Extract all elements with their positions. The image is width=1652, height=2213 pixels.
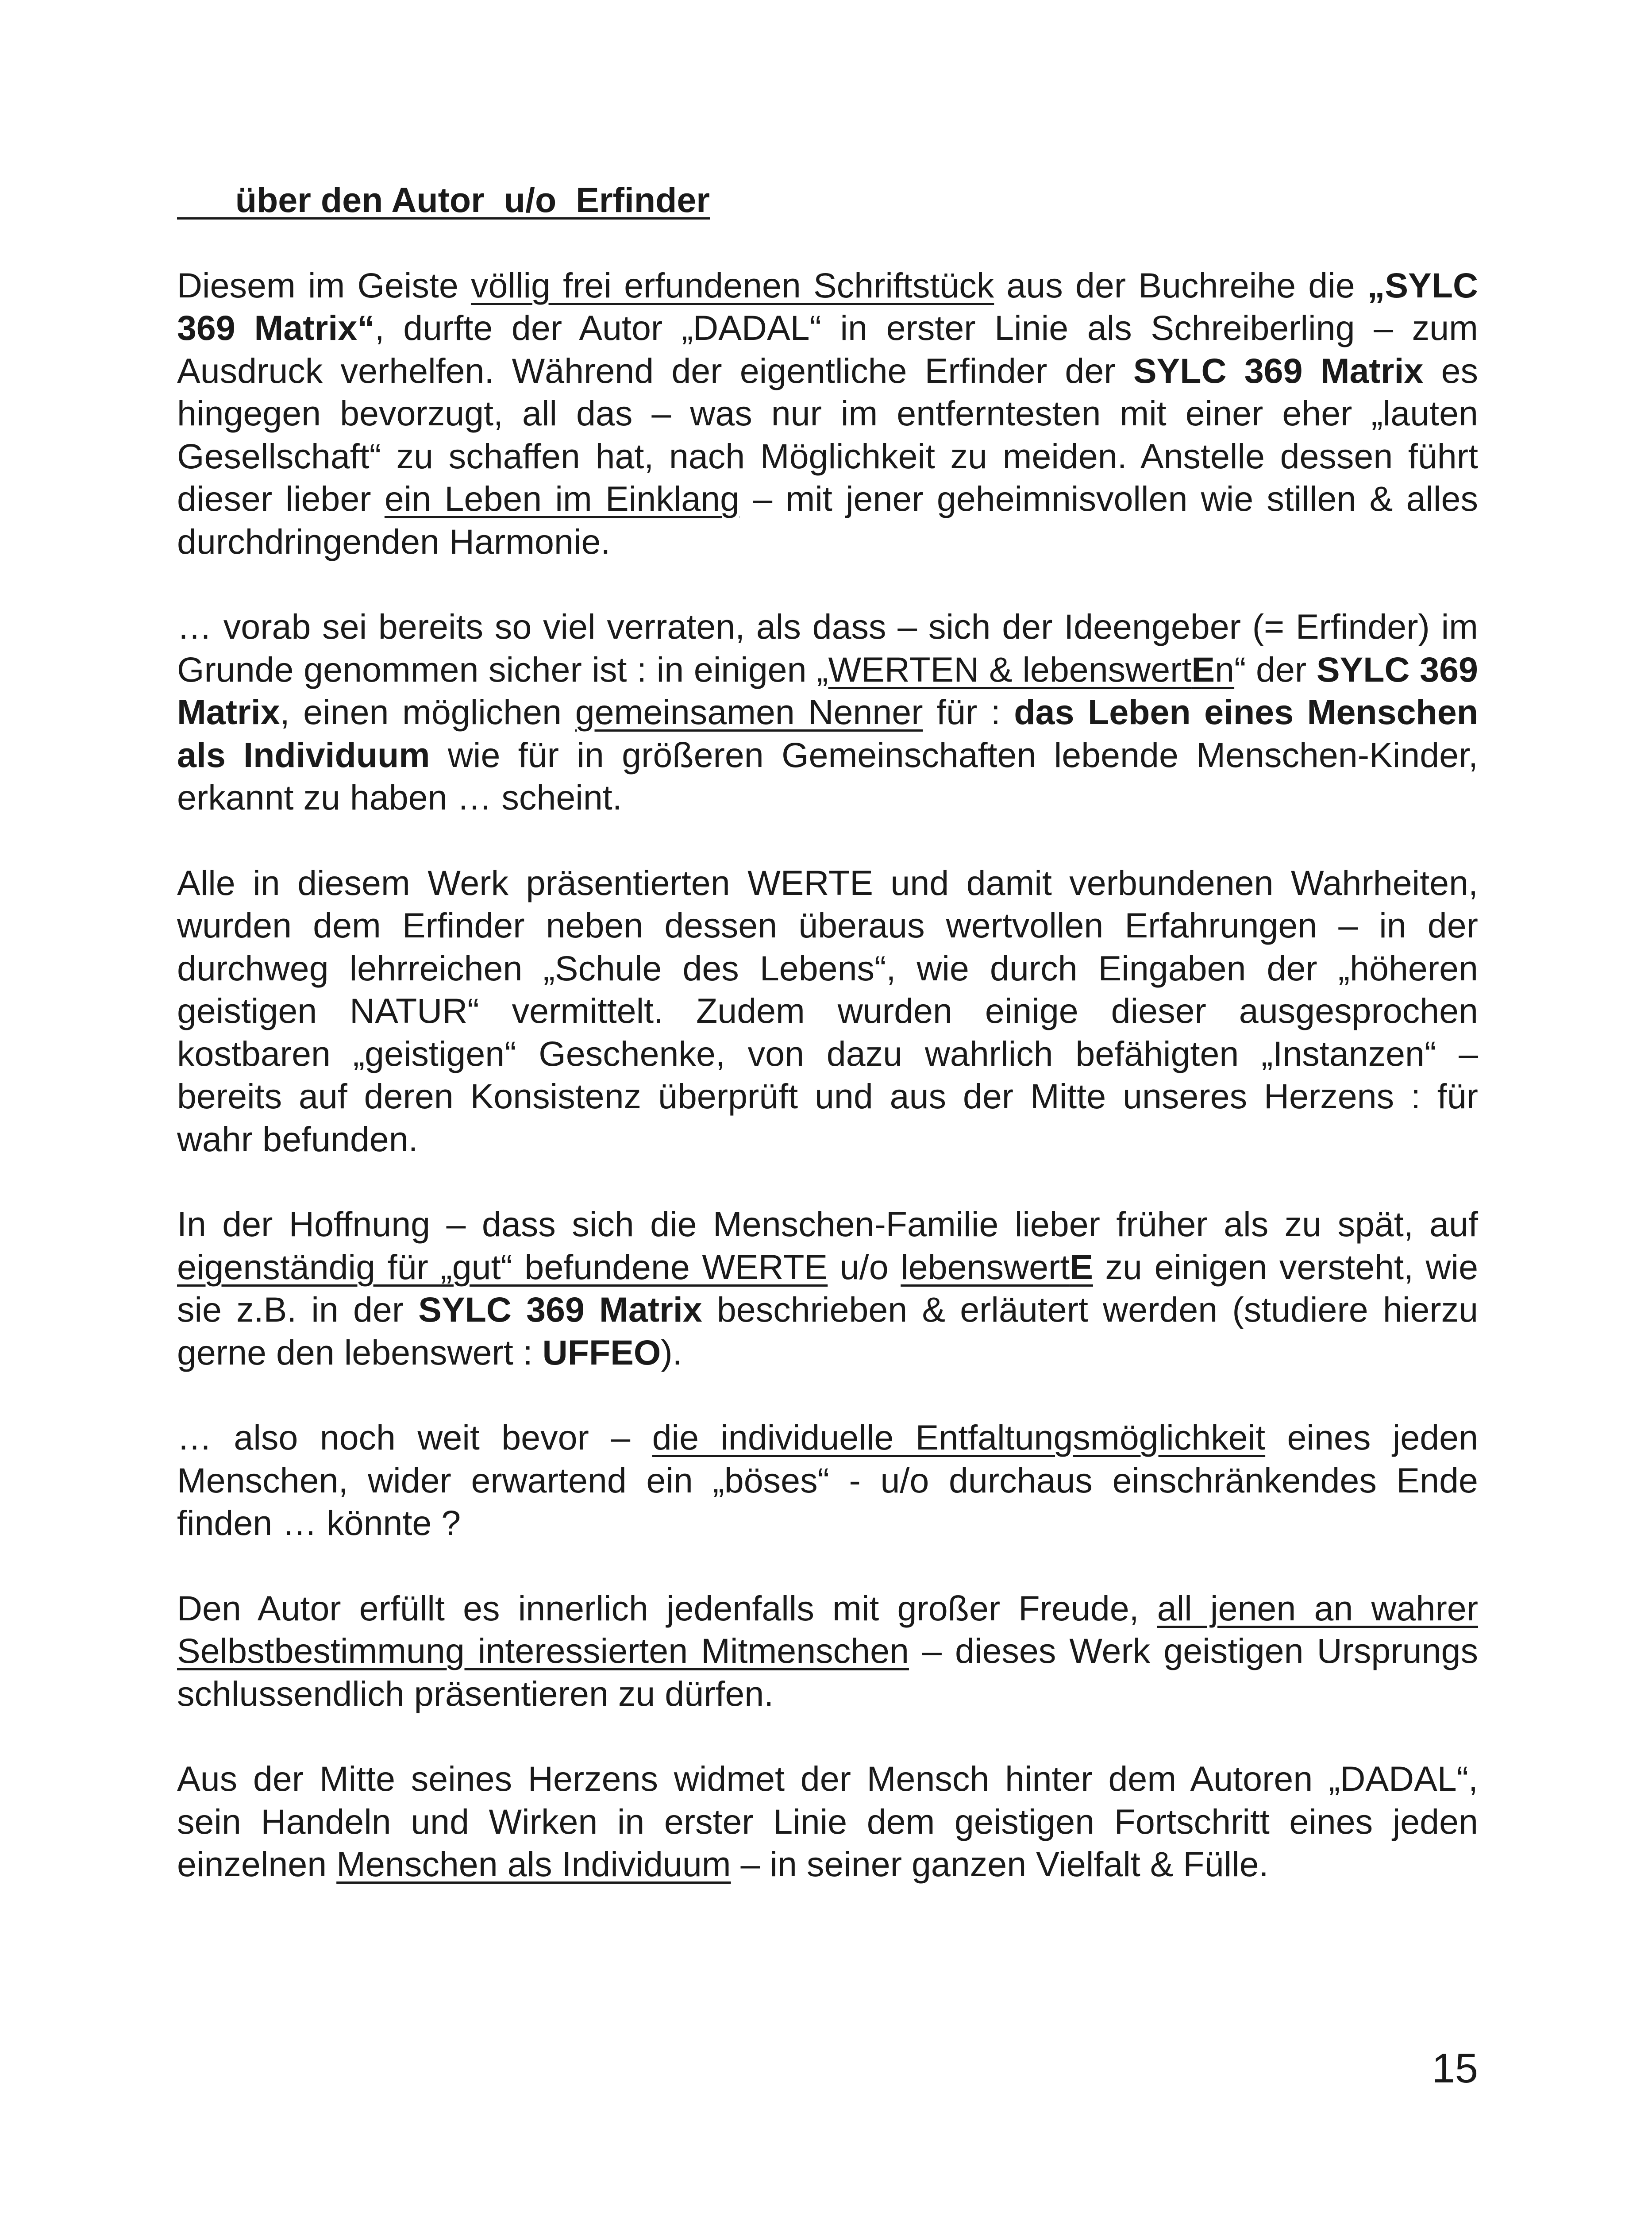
text-run: für : [923,692,1014,732]
bold-text: UFFEO [542,1332,661,1372]
text-run: beschrieben & erläutert werden (studiere hierzu gerne den lebenswert : [177,1290,1479,1372]
text-run: – dieses Werk geistigen Ursprungs schlussendlich präsentieren zu dürfen. [177,1631,1478,1713]
text-run: , durfte der Autor „DADAL“ in erster Linie als Schreiberling – zum Ausdruck verhelfen. Während der eigentliche Erfinder der [177,308,1478,390]
text-run: ). [661,1332,682,1372]
underlined-text: E [1191,649,1215,689]
paragraph [177,1758,1478,1886]
text-run: Den Autor erfüllt es innerlich jedenfalls mit großer Freude, [177,1588,1157,1628]
underlined-text: lebenswert [901,1247,1070,1287]
underlined-text: E [1070,1247,1093,1287]
text-run: “ der [1234,649,1317,689]
paragraph [177,1203,1478,1374]
text-run: zu einigen versteht, wie sie z.B. in der [177,1247,1479,1329]
underlined-text: ein Leben im Einklang [384,479,740,518]
underlined-text: die individuelle Entfaltungsmöglichkeit [652,1418,1266,1457]
underlined-text: WERTEN & lebenswert [828,649,1192,689]
text-run: eines jeden Menschen, wider erwartend ein „böses“ - u/o durchaus einschränkendes Ende finden … könnte ? [177,1418,1478,1542]
text-run: Aus der Mitte seines Herzens widmet der Mensch hinter dem Autoren „DADAL“, sein Handeln und Wirken in erster Linie dem geistigen Fortschritt eines jeden einzelnen [177,1759,1478,1884]
paragraph [177,1416,1478,1545]
underlined-text: gemeinsamen Nenner [575,692,923,732]
text-run: wie für in größeren Gemeinschaften lebende Menschen-Kinder, erkannt zu haben … scheint. [177,735,1478,817]
text-run: aus der Buchreihe die [994,265,1367,305]
underlined-text: Menschen als Individuum [336,1844,731,1884]
document-page [177,179,1478,1928]
paragraph [177,1587,1478,1716]
bold-text: SYLC 369 Matrix [177,649,1478,732]
paragraph [177,862,1478,1161]
text-run: u/o [828,1247,901,1287]
text-run: … vorab sei bereits so viel verraten, als dass – sich der Ideengeber (= Erfinder) im Grunde genommen sicher ist : in einigen „ [177,607,1478,689]
text-run: In der Hoffnung – dass sich die Menschen-Familie lieber früher als zu spät, auf [177,1204,1478,1244]
bold-text: das Leben eines Menschen als Individuum [177,692,1478,775]
bold-text: SYLC 369 Matrix [418,1290,702,1329]
text-run: … also noch weit bevor – [177,1418,652,1457]
bold-text: „SYLC 369 Matrix“ [177,265,1479,347]
text-run: es hingegen bevorzugt, all das – was nur im entferntesten mit einer eher „lauten Gesellschaft“ zu schaffen hat, nach Möglichkeit zu meiden. Anstelle dessen führt dieser lieber [177,351,1478,518]
paragraph [177,605,1478,819]
underlined-text: all jenen an wahrer Selbstbestimmung interessierten Mitmenschen [177,1588,1478,1670]
page-number: 15 [1432,2045,1478,2091]
paragraph [177,264,1478,563]
text-run: Alle in diesem Werk präsentierten WERTE und damit verbundenen Wahrheiten, wurden dem Erfinder neben dessen überaus wertvollen Erfahrungen – in der durchweg lehrreichen „Schule des Lebens“, wie durch Eingaben der „höheren geistigen NATUR“ vermittelt. Zudem wurden einige dieser ausgesprochen kostbaren „geistigen“ Geschenke, von dazu wahrlich befähigten „Instanzen“ – bereits auf deren Konsistenz überprüft und aus der Mitte unseres Herzens : für wahr befunden. [177,863,1478,1159]
underlined-text: völlig frei erfundenen Schriftstück [470,265,994,305]
section-heading: über den Autor u/o Erfinder [177,180,710,220]
bold-text: SYLC 369 Matrix [1133,351,1424,390]
text-run: – in seiner ganzen Vielfalt & Fülle. [731,1844,1269,1884]
text-run: – mit jener geheimnisvollen wie stillen & alles durchdringenden Harmonie. [177,479,1478,561]
body-text [177,264,1478,1886]
text-run: , einen möglichen [280,692,575,732]
underlined-text: eigenständig für „gut“ befundene WERTE [177,1247,828,1287]
underlined-text: n [1215,649,1235,689]
text-run: Diesem im Geiste [177,265,471,305]
